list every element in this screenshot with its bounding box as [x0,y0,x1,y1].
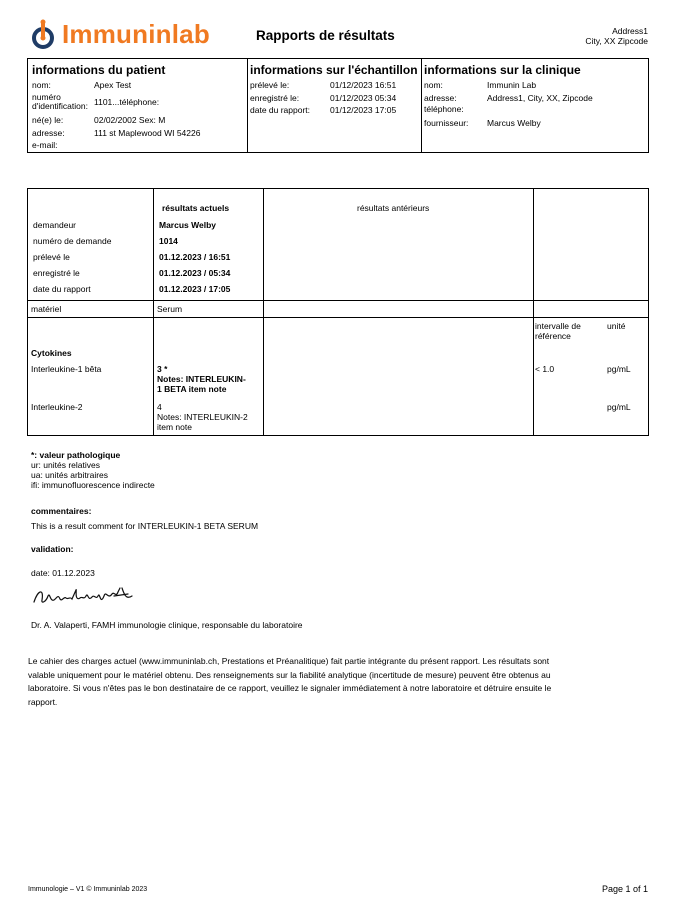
sample-registered-value: 01/12/2023 05:34 [330,93,397,103]
test-unit: pg/mL [607,364,631,374]
meta-label: demandeur [33,220,77,230]
test-note: item note [157,422,192,432]
material-label: matériel [31,304,62,314]
comments-text: This is a result comment for INTERLEUKIN-1 BETA SERUM [31,521,259,531]
test-unit: pg/mL [607,402,631,412]
brand-name: Immuninlab [62,18,210,49]
meta-value: 1014 [159,236,178,246]
test-value: 3 * [157,364,168,374]
disclaimer-line: rapport. [28,696,58,707]
clinic-supplier-value: Marcus Welby [487,118,541,128]
page-title: Rapports de résultats [256,28,395,43]
test-name: Interleukine-1 bêta [31,364,102,374]
patient-address-label: adresse: [32,128,65,138]
legend-ifi: ifi: immunofluorescence indirecte [31,480,155,490]
divider [28,317,648,318]
patient-dob-value: 02/02/2002 Sex: M [94,115,166,125]
meta-value: 01.12.2023 / 16:51 [159,252,231,262]
info-box [27,58,649,153]
test-note: Notes: INTERLEUKIN-2 [157,412,248,422]
clinic-name-label: nom: [424,80,443,90]
footer-copyright: Immunologie – V1 © Immuninlab 2023 [28,886,148,893]
lab-address [585,26,648,46]
sample-registered-label: enregistré le: [250,93,300,103]
results-table [27,188,649,436]
patient-email-label: e-mail: [32,140,58,150]
previous-results-header: résultats antérieurs [357,203,430,213]
test-value: 4 [157,402,162,412]
divider [153,189,154,435]
divider [533,189,534,435]
patient-address-value: 111 st Maplewood WI 54226 [94,128,201,138]
company-logo [30,18,210,50]
patient-id-value: 1101...téléphone: [94,97,160,107]
divider [263,189,264,435]
clinic-supplier-label: fournisseur: [424,118,469,128]
meta-value: Marcus Welby [159,220,217,230]
clinic-heading: informations sur la clinique [424,63,581,77]
ref-range-header-2: référence [535,331,571,341]
ref-range-header-1: intervalle de [535,321,581,331]
meta-label: prélevé le [33,252,70,262]
legend-relative-units: ur: unités relatives [31,460,100,470]
patient-name-label: nom: [32,80,51,90]
clinic-name-value: Immunin Lab [487,80,537,90]
validation-date: date: 01.12.2023 [31,568,95,578]
clinic-info [421,59,648,152]
patient-dob-label: né(e) le: [32,115,64,125]
disclaimer [28,655,551,709]
address-line-2: City, XX Zipcode [585,36,648,46]
sample-report-label: date du rapport: [250,105,311,115]
current-results-header: résultats actuels [162,203,230,213]
validation-heading: validation: [31,544,74,554]
sample-info [247,59,422,152]
meta-label: date du rapport [33,284,91,294]
legend-pathological: *: valeur pathologique [31,450,121,460]
clinic-phone-label: téléphone: [424,104,464,114]
clinic-address-value: Address1, City, XX, Zipcode [487,93,593,103]
immuninlab-logo-icon [30,18,56,50]
meta-label: enregistré le [33,268,80,278]
test-note: 1 BETA item note [157,384,227,394]
sample-heading: informations sur l'échantillon [250,63,418,77]
meta-label: numéro de demande [33,236,112,246]
test-group-title: Cytokines [31,348,72,358]
disclaimer-line: Le cahier des charges actuel (www.immuninlab.ch, Prestations et Préanalitique) fait partie intégrante du présent rapport. Les résultats sont [28,656,550,666]
test-name: Interleukine-2 [31,402,83,412]
address-line-1: Address1 [612,26,648,36]
signer-name: Dr. A. Valaperti, FAMH immunologie clinique, responsable du laboratoire [31,620,303,630]
test-ref-range: < 1.0 [535,364,555,374]
unit-header: unité [607,321,626,331]
divider [28,300,648,301]
legend [31,450,155,490]
disclaimer-line: laboratoire. Si vous n'êtes pas le bon destinataire de ce rapport, veuillez le signaler immédiatement à notre laboratoire et détruire ensuite le [28,683,552,693]
disclaimer-line: valable uniquement pour le matériel obtenu. Des renseignements sur la fiabilité analytique (incertitude de mesure) peuvent être obtenus au [28,669,551,680]
sample-report-value: 01/12/2023 17:05 [330,105,397,115]
sample-collected-label: prélevé le: [250,80,290,90]
patient-info [28,59,248,152]
sample-collected-value: 01/12/2023 16:51 [330,80,397,90]
patient-heading: informations du patient [32,63,166,77]
patient-name-value: Apex Test [94,80,132,90]
patient-id-label-2: d'identification: [32,101,88,111]
material-value: Serum [157,304,183,314]
patient-id-label-1: numéro [32,92,61,102]
page-number: Page 1 of 1 [601,884,648,894]
meta-value: 01.12.2023 / 05:34 [159,268,231,278]
comments-heading: commentaires: [31,506,92,516]
legend-arbitrary-units: ua: unités arbitraires [31,470,109,480]
test-note: Notes: INTERLEUKIN- [157,374,246,384]
clinic-address-label: adresse: [424,93,457,103]
signature [30,582,140,610]
meta-value: 01.12.2023 / 17:05 [159,284,231,294]
